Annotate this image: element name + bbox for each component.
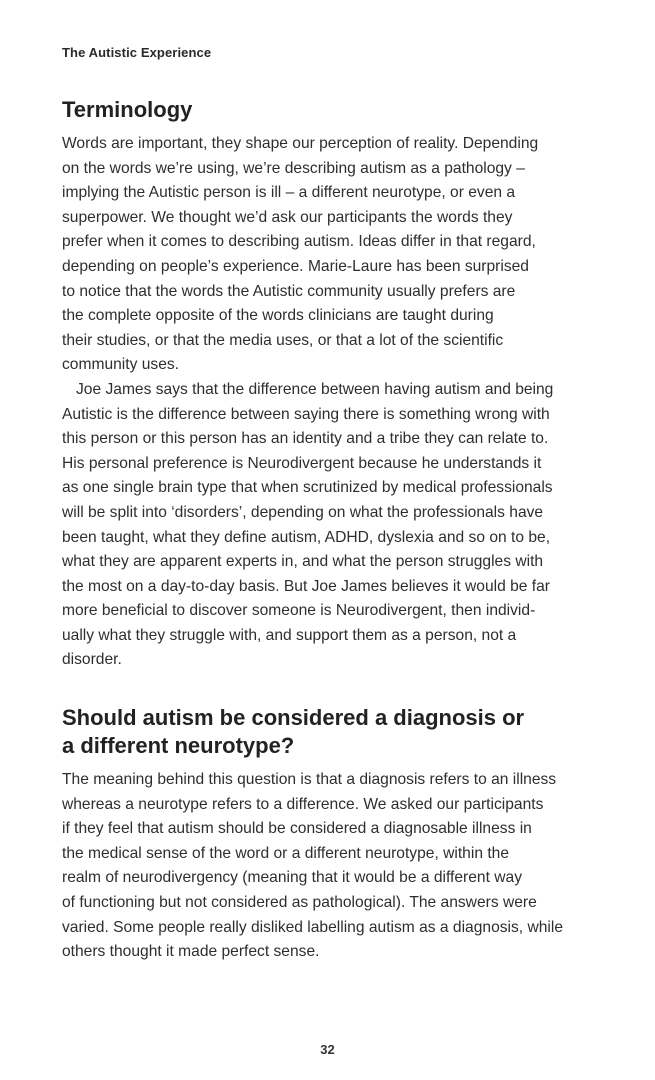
text-line: as one single brain type that when scrutinized by medical professionals xyxy=(62,479,553,497)
text-line: ually what they struggle with, and support them as a person, not a xyxy=(62,626,517,644)
text-line: of functioning but not considered as pathological). The answers were xyxy=(62,893,537,911)
heading-line: a different neurotype? xyxy=(62,733,295,758)
section-heading xyxy=(62,704,642,760)
text-line: this person or this person has an identity and a tribe they can relate to. xyxy=(62,430,549,448)
text-line: His personal preference is Neurodivergent because he understands it xyxy=(62,454,542,472)
text-line: disorder. xyxy=(62,651,122,669)
text-line: whereas a neurotype refers to a difference. We asked our participants xyxy=(62,795,544,813)
text-line: to notice that the words the Autistic community usually prefers are xyxy=(62,282,516,300)
text-line: will be split into ‘disorders’, depending on what the professionals have xyxy=(62,503,544,521)
text-line: what they are apparent experts in, and what the person struggles with xyxy=(62,553,544,571)
text-line: on the words we’re using, we’re describing autism as a pathology – xyxy=(62,159,525,177)
text-line: realm of neurodivergency (meaning that it would be a different way xyxy=(62,869,522,887)
text-line: Joe James says that the difference between having autism and being xyxy=(76,380,554,398)
text-line: their studies, or that the media uses, or that a lot of the scientific xyxy=(62,331,504,349)
page-number: 32 xyxy=(320,1042,335,1057)
text-line: been taught, what they define autism, ADHD, dyslexia and so on to be, xyxy=(62,528,551,546)
paragraph xyxy=(62,132,642,378)
text-line: prefer when it comes to describing autism. Ideas differ in that regard, xyxy=(62,233,536,251)
heading-line: Should autism be considered a diagnosis or xyxy=(62,705,525,730)
section-body xyxy=(62,768,642,965)
section-heading xyxy=(62,96,642,124)
text-line: varied. Some people really disliked labelling autism as a diagnosis, while xyxy=(62,918,564,936)
running-head: The Autistic Experience xyxy=(62,45,212,60)
heading-line: Terminology xyxy=(62,97,193,122)
text-line: implying the Autistic person is ill – a different neurotype, or even a xyxy=(62,184,516,202)
paragraph xyxy=(62,768,642,965)
text-line: more beneficial to discover someone is Neurodivergent, then individ- xyxy=(62,602,536,620)
text-line: superpower. We thought we’d ask our participants the words they xyxy=(62,208,513,226)
section-terminology xyxy=(62,96,642,673)
text-line: depending on people’s experience. Marie-Laure has been surprised xyxy=(62,257,529,275)
text-line: The meaning behind this question is that a diagnosis refers to an illness xyxy=(62,771,557,788)
paragraph xyxy=(62,378,642,673)
text-line: the complete opposite of the words clinicians are taught during xyxy=(62,307,494,325)
text-line: the most on a day-to-day basis. But Joe James believes it would be far xyxy=(62,577,550,595)
text-line: Autistic is the difference between saying there is something wrong with xyxy=(62,405,550,423)
text-line: Words are important, they shape our perception of reality. Depending xyxy=(62,135,539,152)
text-line: the medical sense of the word or a different neurotype, within the xyxy=(62,844,509,862)
section-body xyxy=(62,132,642,673)
text-line: others thought it made perfect sense. xyxy=(62,943,320,961)
text-line: community uses. xyxy=(62,356,179,374)
section-diagnosis-or-neurotype xyxy=(62,704,642,965)
text-line: if they feel that autism should be considered a diagnosable illness in xyxy=(62,820,532,838)
